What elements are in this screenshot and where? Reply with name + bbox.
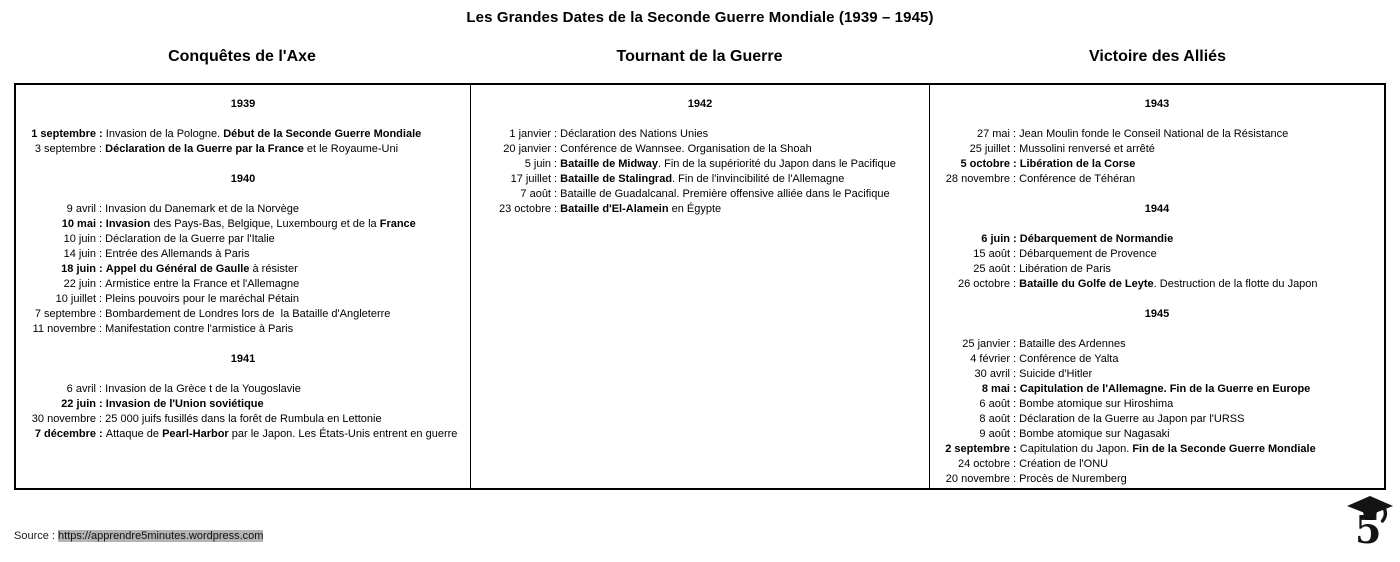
event-text [560,142,812,157]
event-text [106,217,416,232]
event-date: 6 avril [66,383,96,395]
event-text-part: Bataille des Ardennes [1019,338,1126,350]
event-text [1019,412,1244,427]
date-separator: : [1010,233,1020,245]
year-section [930,307,1384,487]
event-text-part: Bataille du Golfe de Leyte [1019,278,1154,290]
event-text [1019,352,1118,367]
event-text-part: Invasion de la Pologne. [105,128,224,140]
event-date: 5 juin [524,158,551,170]
graduation-cap-icon [1346,495,1394,549]
event-text [105,202,299,217]
year-heading: 1941 [230,353,256,365]
event-date: 5 octobre [960,158,1010,170]
event-date: 1 septembre [31,128,96,140]
event-text-part: Bataille de Stalingrad [560,173,673,185]
event-text-part: Suicide d'Hitler [1019,368,1093,380]
event-text [105,412,381,427]
event-text-part: Fin de la Seconde Guerre Mondiale [1132,443,1316,455]
year-heading: 1945 [1144,308,1170,320]
event-row [16,262,470,277]
event-text-part: Conférence de Wannsee. Organisation de la Shoah [560,143,812,155]
event-row [16,202,470,217]
event-text-part: Jean Moulin fonde le Conseil National de la Résistance [1019,128,1289,140]
year-section [16,352,470,442]
date-separator: : [1010,128,1020,140]
event-text-part: et le Royaume-Uni [303,143,399,155]
date-separator: : [551,143,561,155]
event-text [1019,472,1127,487]
year-heading: 1943 [1144,98,1170,110]
year-heading: 1942 [687,98,713,110]
event-row [471,142,929,157]
event-row [930,427,1384,442]
event-text [560,127,708,142]
event-text [105,232,275,247]
event-text [105,307,390,322]
event-row [930,277,1384,292]
event-text-part: Libération de Paris [1019,263,1111,275]
date-separator: : [1010,443,1020,455]
event-row [930,382,1384,397]
year-heading: 1940 [230,173,256,185]
event-date: 27 mai [976,128,1010,140]
event-date: 14 juin [63,248,96,260]
column-tournant-guerre [470,85,929,488]
event-row [471,172,929,187]
date-separator: : [1010,173,1020,185]
event-date: 6 juin [981,233,1010,245]
event-text-part: 25 000 juifs fusillés dans la forêt de Rumbula en Lettonie [105,413,382,425]
event-row [16,307,470,322]
date-separator: : [96,218,106,230]
event-row [930,172,1384,187]
event-row [16,397,470,412]
event-text-part: Bombe atomique sur Hiroshima [1019,398,1174,410]
event-row [16,277,470,292]
event-text-part: Début de la Seconde Guerre Mondiale [223,128,422,140]
event-text [106,127,421,142]
event-text [1020,157,1136,172]
event-text-part: Débarquement de Normandie [1019,233,1174,245]
date-separator: : [96,428,106,440]
event-text [560,202,721,217]
event-text [1019,277,1317,292]
event-row [16,232,470,247]
date-separator: : [551,128,561,140]
event-text [106,427,458,442]
date-separator: : [551,188,561,200]
event-row [471,127,929,142]
event-row [930,157,1384,172]
event-date: 23 octobre [499,203,551,215]
date-separator: : [1010,248,1020,260]
event-date: 7 décembre [34,428,96,440]
event-text-part: Déclaration de la Guerre par l'Italie [105,233,275,245]
event-row [16,217,470,232]
event-text [1019,427,1169,442]
event-text-part: Pearl-Harbor [162,428,229,440]
event-text [1020,382,1311,397]
date-separator: : [1010,143,1020,155]
column-header-tournant-guerre: Tournant de la Guerre [616,48,783,65]
event-text-part: par le Japon. Les États-Unis entrent en guerre [228,428,458,440]
event-date: 8 mai [981,383,1010,395]
date-separator: : [96,308,106,320]
event-date: 22 juin [63,278,96,290]
event-date: 22 juin [61,398,96,410]
event-text-part: France [379,218,416,230]
event-row [930,262,1384,277]
date-separator: : [96,128,106,140]
event-date: 20 novembre [945,473,1010,485]
date-separator: : [96,233,106,245]
date-separator: : [96,323,106,335]
event-row [16,427,470,442]
date-separator: : [96,248,106,260]
date-separator: : [1010,473,1020,485]
event-row [16,142,470,157]
event-text-part: Bombe atomique sur Nagasaki [1019,428,1170,440]
event-text [105,142,398,157]
event-text [1019,262,1111,277]
year-section [16,172,470,337]
event-date: 7 août [520,188,551,200]
event-text [106,262,298,277]
event-date: 20 janvier [503,143,551,155]
year-heading: 1939 [230,98,256,110]
event-text [1019,457,1108,472]
logo-tassel-apostrophe [1383,508,1386,521]
event-row [16,247,470,262]
event-date: 10 mai [61,218,96,230]
column-victoire-allies [929,85,1384,488]
event-date: 25 juillet [969,143,1010,155]
event-text [1019,367,1092,382]
column-conquetes-axe [16,85,470,488]
apprendre5minutes-logo [1346,495,1394,549]
page-title: Les Grandes Dates de la Seconde Guerre Mondiale (1939 – 1945) [466,9,934,26]
event-text [105,382,301,397]
event-text [560,157,896,172]
event-text-part: Capitulation de l'Allemagne. Fin de la Guerre en Europe [1019,383,1311,395]
event-text-part: Appel du Général de Gaulle [105,263,250,275]
event-row [16,382,470,397]
source-line [14,529,263,544]
date-separator: : [1010,368,1020,380]
event-text-part: Conférence de Yalta [1019,353,1119,365]
event-date: 6 août [979,398,1010,410]
event-text-part: Capitulation du Japon. [1019,443,1133,455]
event-date: 25 août [973,263,1010,275]
event-date: 7 septembre [34,308,96,320]
event-text [560,172,844,187]
event-date: 28 novembre [945,173,1010,185]
column-headers [14,48,1386,66]
timeline-table [14,83,1386,490]
event-text-part: Création de l'ONU [1019,458,1109,470]
event-text-part: . Destruction de la flotte du Japon [1153,278,1318,290]
event-date: 9 août [979,428,1010,440]
event-row [930,457,1384,472]
event-text [1019,142,1155,157]
event-text [1020,232,1173,247]
year-heading: 1944 [1144,203,1170,215]
event-text [105,247,249,262]
event-row [930,232,1384,247]
event-text [560,187,889,202]
event-row [16,412,470,427]
date-separator: : [551,158,561,170]
date-separator: : [96,263,106,275]
date-separator: : [1010,428,1020,440]
event-row [930,472,1384,487]
event-text-part: Invasion [105,218,151,230]
event-date: 10 juillet [55,293,96,305]
event-text [105,292,299,307]
date-separator: : [1010,353,1020,365]
year-section [930,202,1384,292]
event-date: 26 octobre [958,278,1010,290]
event-row [930,142,1384,157]
date-separator: : [96,413,106,425]
event-date: 25 janvier [962,338,1010,350]
event-date: 9 avril [66,203,96,215]
event-text [105,277,299,292]
event-text [1019,172,1135,187]
event-text-part: Conférence de Téhéran [1019,173,1136,185]
event-date: 1 janvier [509,128,551,140]
event-text-part: en Égypte [668,203,722,215]
event-text [1019,127,1288,142]
event-date: 30 avril [974,368,1010,380]
event-row [930,247,1384,262]
event-text-part: Entrée des Allemands à Paris [105,248,250,260]
event-text-part: . Fin de l'invincibilité de l'Allemagne [672,173,845,185]
event-text-part: Mussolini renversé et arrêté [1019,143,1155,155]
date-separator: : [551,203,561,215]
event-row [930,412,1384,427]
date-separator: : [96,398,106,410]
event-row [930,127,1384,142]
event-text [1019,397,1173,412]
event-date: 30 novembre [31,413,96,425]
event-text-part: Bombardement de Londres lors de la Bataille d'Angleterre [105,308,391,320]
event-text-part: Déclaration de la Guerre au Japon par l'URSS [1019,413,1245,425]
event-date: 4 février [970,353,1010,365]
date-separator: : [1010,383,1020,395]
event-row [471,157,929,172]
event-date: 3 septembre [34,143,96,155]
date-separator: : [96,143,106,155]
event-row [930,367,1384,382]
event-text-part: Invasion de la Grèce t de la Yougoslavie [105,383,301,395]
event-text-part: Procès de Nuremberg [1019,473,1127,485]
date-separator: : [1010,413,1020,425]
event-text [1019,247,1157,262]
date-separator: : [1010,263,1020,275]
event-text-part: Bataille d'El-Alamein [560,203,669,215]
event-text-part: Déclaration des Nations Unies [560,128,709,140]
event-text-part: Armistice entre la France et l'Allemagne [105,278,300,290]
event-row [930,337,1384,352]
year-section [471,97,929,217]
event-date: 18 juin [61,263,96,275]
date-separator: : [1010,278,1020,290]
source-label: Source : [14,530,59,542]
event-text-part: Débarquement de Provence [1019,248,1157,260]
column-header-victoire-allies: Victoire des Alliés [1089,48,1226,65]
event-row [16,292,470,307]
date-separator: : [1010,458,1020,470]
event-text [1019,337,1125,352]
event-text-part: Invasion du Danemark et de la Norvège [105,203,300,215]
event-row [16,127,470,142]
date-separator: : [551,173,561,185]
event-text-part: Attaque de [105,428,163,440]
year-section [930,97,1384,187]
event-text-part: Libération de la Corse [1019,158,1136,170]
event-row [930,442,1384,457]
event-text [106,397,264,412]
event-row [16,322,470,337]
event-text-part: Déclaration de la Guerre par la France [105,143,304,155]
event-date: 17 juillet [510,173,551,185]
event-date: 2 septembre [945,443,1010,455]
date-separator: : [96,293,106,305]
year-section [16,97,470,157]
event-text-part: des Pays-Bas, Belgique, Luxembourg et de la [150,218,380,230]
date-separator: : [1010,338,1020,350]
event-date: 24 octobre [958,458,1010,470]
source-url-link[interactable]: https://apprendre5minutes.wordpress.com [58,530,264,542]
event-date: 8 août [979,413,1010,425]
event-text-part: . Fin de la supériorité du Japon dans le Pacifique [657,158,896,170]
event-text-part: Pleins pouvoirs pour le maréchal Pétain [105,293,299,305]
date-separator: : [96,383,106,395]
event-date: 11 novembre [32,323,96,335]
event-text-part: Manifestation contre l'armistice à Paris [105,323,294,335]
event-row [930,397,1384,412]
event-text [1020,442,1316,457]
logo-numeral: 5 [1355,507,1382,549]
column-header-conquetes-axe: Conquêtes de l'Axe [168,48,316,65]
date-separator: : [96,278,106,290]
event-text-part: Bataille de Guadalcanal. Première offensive alliée dans le Pacifique [560,188,890,200]
event-row [471,202,929,217]
date-separator: : [1010,158,1020,170]
event-text [105,322,293,337]
event-date: 10 juin [63,233,96,245]
event-text-part: Bataille de Midway [560,158,658,170]
date-separator: : [96,203,106,215]
date-separator: : [1010,398,1020,410]
event-text-part: à résister [249,263,298,275]
event-date: 15 août [973,248,1010,260]
event-row [930,352,1384,367]
event-row [471,187,929,202]
event-text-part: Invasion de l'Union soviétique [105,398,264,410]
